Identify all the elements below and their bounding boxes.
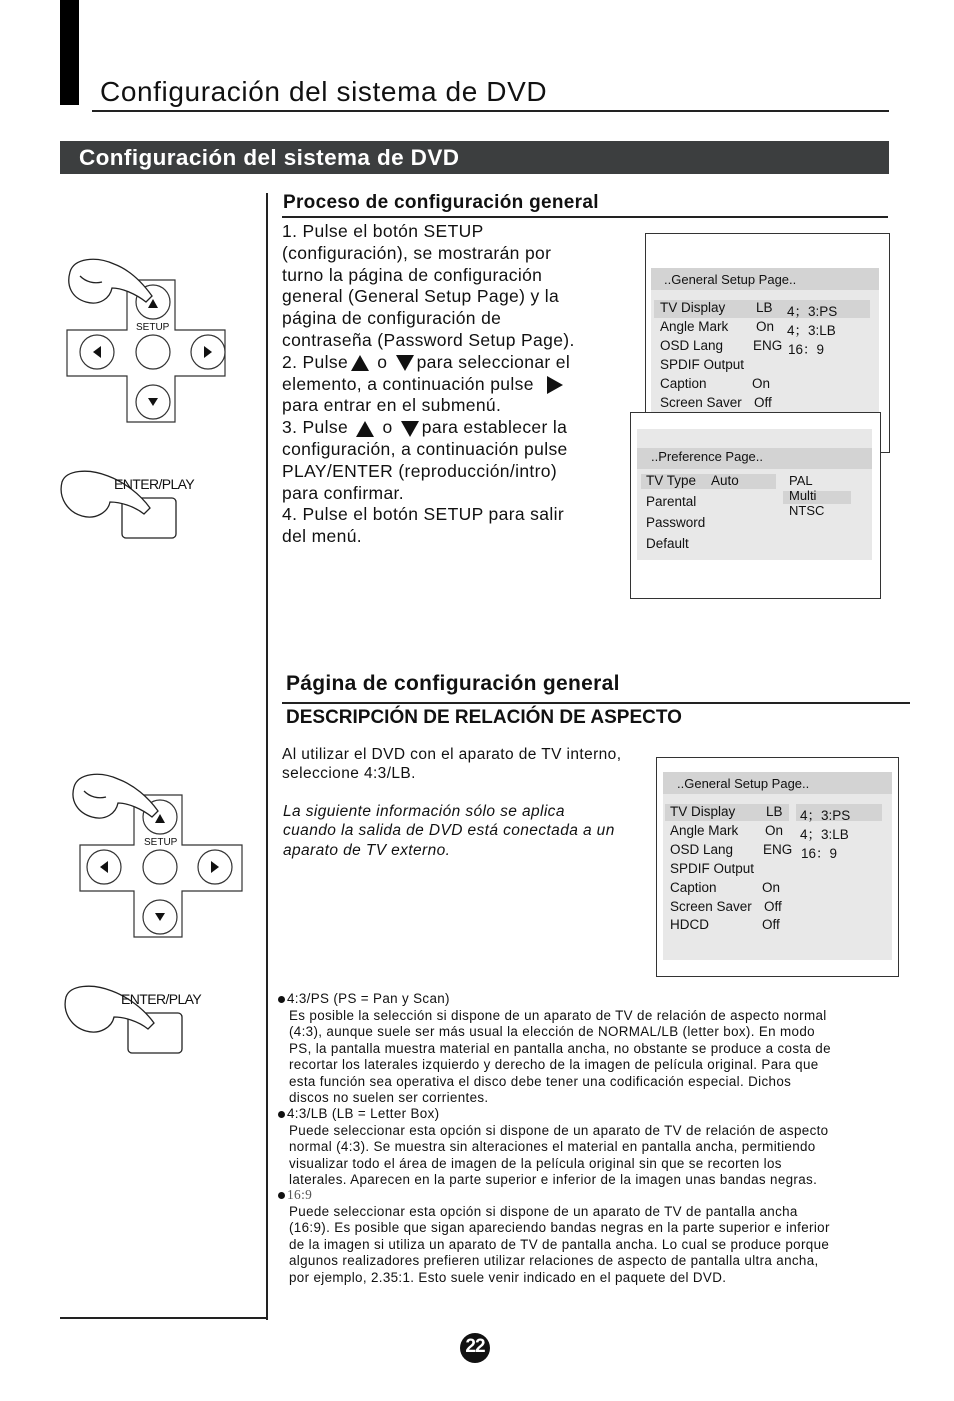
menu-value: LB — [766, 804, 783, 819]
step-line: configuración, a continuación pulse — [282, 438, 568, 459]
title-rule — [92, 110, 889, 112]
down-arrow-icon — [396, 355, 414, 371]
banner-title: Configuración del sistema de DVD — [79, 145, 460, 170]
step-text: o — [377, 351, 388, 372]
menu-value: On — [752, 376, 771, 391]
menu-item-spdif-output: SPDIF Output — [670, 861, 755, 876]
menu-value: ENG — [763, 842, 793, 857]
step-line: PLAY/ENTER (reproducción/intro) — [282, 460, 558, 481]
step-text: 3. Pulse — [282, 417, 349, 438]
menu-item-tv-display: TV Display — [670, 804, 736, 819]
up-arrow-icon — [351, 355, 369, 371]
menu-item-password: Password — [646, 515, 706, 530]
menu-item-screen-saver: Screen Saver — [660, 395, 742, 410]
note-text — [283, 802, 615, 860]
menu-item-angle-mark: Angle Mark — [660, 319, 729, 334]
bullet-icon — [278, 1192, 285, 1199]
section-subtitle: DESCRIPCIÓN DE RELACIÓN DE ASPECTO — [286, 707, 682, 728]
step-line: para entrar en el submenú. — [282, 395, 502, 416]
step-line: turno la página de configuración — [282, 264, 543, 285]
text-line: discos no suelen ser corrientes. — [289, 1090, 489, 1105]
remote-illustration-2 — [60, 765, 260, 1065]
aspect-description-lb — [278, 1106, 828, 1189]
step-text: para establecer la — [421, 417, 568, 438]
page-number: 22 — [465, 1336, 485, 1357]
bottom-rule — [60, 1317, 268, 1319]
step-line: contraseña (Password Setup Page). — [282, 329, 575, 350]
step-line — [282, 352, 632, 374]
step-line: 4. Pulse el botón SETUP para salir — [282, 504, 564, 525]
step-line: para confirmar. — [282, 482, 404, 503]
step-line: página de configuración de — [282, 308, 502, 329]
menu-item-angle-mark: Angle Mark — [670, 823, 739, 838]
text-line: de la imagen si utiliza un aparato de TV de pantalla ancha. Lo cual se produce porque — [289, 1236, 830, 1252]
menu-value: Off — [762, 917, 780, 932]
text-line: normal (4:3). Se muestra sin alteraciones el material en pantalla ancha, permitiendo — [289, 1139, 816, 1154]
text-line: laterales. Aparecen en la parte superior e inferior de la imagen unas bandas negras. — [289, 1172, 818, 1187]
hand-pointer-icon — [73, 774, 158, 818]
heading-text: 16:9 — [287, 1187, 313, 1202]
section-rule — [282, 702, 910, 704]
intro-text — [282, 745, 621, 784]
menu-item-caption: Caption — [660, 376, 707, 391]
menu-item-screen-saver: Screen Saver — [670, 899, 752, 914]
description-heading — [278, 991, 831, 1008]
enter-play-label: ENTER/PLAY — [121, 991, 202, 1007]
aspect-description-169 — [278, 1187, 830, 1286]
description-heading — [278, 1106, 828, 1123]
screen-title: ..General Setup Page.. — [677, 776, 810, 791]
remote-illustration-1 — [60, 250, 260, 550]
section-rule — [282, 216, 888, 218]
text-line: Es posible la selección si dispone de un aparato de TV de relación de aspecto normal — [289, 1007, 827, 1023]
enter-play-label: ENTER/PLAY — [114, 476, 195, 492]
section-title: Proceso de configuración general — [283, 192, 599, 213]
menu-option: Multi — [789, 488, 817, 503]
menu-value: On — [756, 319, 775, 334]
step-text: elemento, a continuación pulse — [282, 373, 534, 394]
step-text: para seleccionar el — [416, 351, 571, 372]
menu-item-parental: Parental — [646, 494, 697, 509]
menu-value: ENG — [753, 338, 783, 353]
menu-item-caption: Caption — [670, 880, 717, 895]
step-line — [282, 417, 632, 439]
text-line: cuando la salida de DVD está conectada a un — [283, 822, 615, 840]
text-line: seleccione 4:3/LB. — [282, 765, 416, 783]
menu-item-default: Default — [646, 536, 689, 551]
column-divider — [266, 193, 268, 1320]
menu-option: 4；3:LB — [787, 323, 836, 338]
text-line: PS, la pantalla muestra material en pantalla ancha, no obstante se produce a costa de — [289, 1040, 831, 1056]
up-arrow-icon — [356, 421, 374, 437]
menu-value: Auto — [711, 473, 739, 488]
step-line — [282, 374, 632, 396]
step-line: (configuración), se mostrarán por — [282, 242, 552, 263]
menu-value: Off — [754, 395, 772, 410]
heading-text: 4:3/PS (PS = Pan y Scan) — [287, 991, 450, 1006]
text-line: Puede seleccionar esta opción si dispone de un aparato de TV de relación de aspecto — [289, 1122, 829, 1138]
text-line: Puede seleccionar esta opción si dispone de un aparato de TV de pantalla ancha — [289, 1203, 798, 1219]
menu-item-tv-display: TV Display — [660, 300, 726, 315]
hand-pointer-icon — [69, 259, 152, 303]
aspect-description-ps — [278, 991, 831, 1107]
step-line: general (General Setup Page) y la — [282, 286, 560, 307]
step-line: 1. Pulse el botón SETUP — [282, 221, 484, 241]
text-line: La siguiente información sólo se aplica — [283, 803, 565, 820]
menu-item-osd-lang: OSD Lang — [660, 338, 724, 353]
section-title: Página de configuración general — [286, 672, 620, 695]
menu-option: PAL — [789, 473, 813, 488]
step-text: 2. Pulse — [282, 351, 349, 372]
setup-button-label: SETUP — [144, 837, 178, 848]
screen-title: ..Preference Page.. — [651, 449, 764, 464]
text-line: visualizar todo el área de imagen de la película original sin que se recorten los — [289, 1155, 782, 1171]
menu-value: LB — [756, 300, 773, 315]
menu-value: Off — [764, 899, 782, 914]
bullet-icon — [278, 996, 285, 1003]
text-line: esta función sea operativa el disco debe tener una codificación especial. Dichos — [289, 1073, 792, 1089]
text-line: aparato de TV externo. — [283, 841, 451, 859]
text-line: algunos realizadores prefieren utilizar relaciones de aspecto de pantalla ultra ancha, — [289, 1253, 819, 1268]
menu-option: 16：9 — [801, 846, 838, 861]
text-line: por ejemplo, 2.35:1. Esto suele venir indicado en el paquete del DVD. — [289, 1269, 727, 1285]
menu-option: 16：9 — [788, 342, 825, 357]
menu-item-spdif-output: SPDIF Output — [660, 357, 745, 372]
menu-option: 4；3:LB — [800, 827, 849, 842]
menu-item-osd-lang: OSD Lang — [670, 842, 734, 857]
step-text: o — [382, 417, 393, 438]
menu-item-hdcd: HDCD — [670, 917, 709, 932]
screen-title: ..General Setup Page.. — [664, 272, 797, 287]
right-arrow-icon — [547, 376, 563, 394]
menu-value: On — [765, 823, 784, 838]
description-heading — [278, 1187, 830, 1204]
menu-item-tv-type: TV Type — [646, 473, 697, 488]
text-line: Al utilizar el DVD con el aparato de TV interno, — [282, 746, 622, 763]
step-line: del menú. — [282, 526, 363, 547]
setup-button-label: SETUP — [136, 322, 170, 333]
text-line: (16:9). Es posible que sigan apareciendo bandas negras en la parte superior e inferior — [289, 1220, 830, 1235]
text-line: recortar los laterales izquierdo y derecho de la imagen de película original. Para que — [289, 1057, 819, 1072]
page-title: Configuración del sistema de DVD — [100, 76, 548, 107]
text-line: (4:3), aunque suele ser más usual la elección de NORMAL/LB (letter box). En modo — [289, 1024, 815, 1039]
menu-option: 4；3:PS — [787, 304, 838, 319]
bullet-icon — [278, 1111, 285, 1118]
menu-value: On — [762, 880, 781, 895]
header-tab-marker — [60, 0, 79, 105]
menu-option: 4；3:PS — [800, 808, 851, 823]
setup-steps — [282, 221, 632, 548]
heading-text: 4:3/LB (LB = Letter Box) — [287, 1106, 440, 1121]
menu-option: NTSC — [789, 503, 825, 518]
down-arrow-icon — [401, 421, 419, 437]
